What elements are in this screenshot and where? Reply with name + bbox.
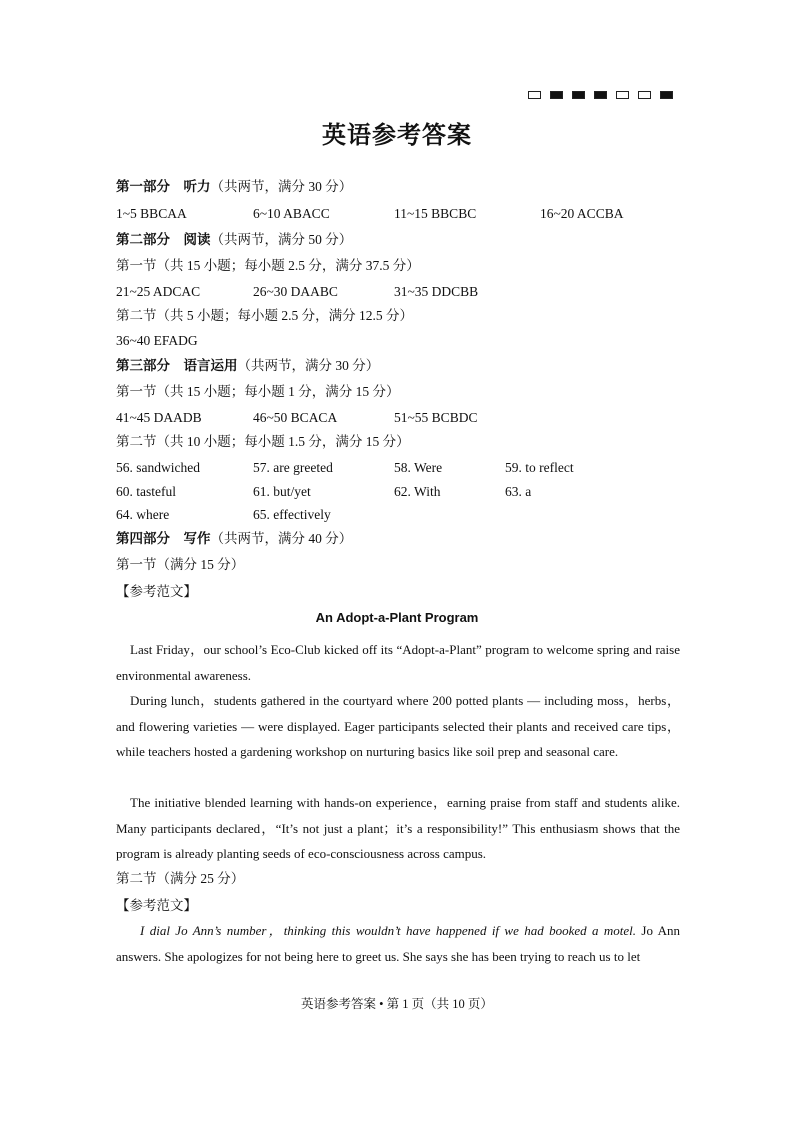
answer-group: 41~45 DAADB [116,410,202,425]
answer-group: 1~5 BBCAA [116,206,187,221]
essay-title: An Adopt-a-Plant Program [315,610,479,625]
part3-heading: 第三部分 语言运用（共两节，满分 30 分） [116,358,380,373]
story-paragraph [116,918,680,969]
answer-group: 36~40 EFADG [116,333,198,348]
part4-section2: 第二节（满分 25 分） [116,871,245,886]
filled-mark [594,91,607,99]
page-footer: 英语参考答案 • 第 1 页（共 10 页） [301,997,493,1011]
empty-mark [638,91,651,99]
story-continuation: Jo Ann answers. She apologizes for not being here to greet us. She says she has been trying to reach us to let [116,923,681,964]
fill-answer: 58. Were [394,460,443,475]
sample-label: 【参考范文】 [116,584,197,599]
fill-answer: 57. are greeted [253,460,333,475]
fill-answer: 65. effectively [253,507,331,522]
part3-section1: 第一节（共 15 小题；每小题 1 分，满分 15 分） [116,384,400,399]
sample-label: 【参考范文】 [116,898,197,913]
answer-group: 26~30 DAABC [253,284,338,299]
answer-group: 21~25 ADCAC [116,284,201,299]
part1-heading: 第一部分 听力（共两节，满分 30 分） [116,179,353,194]
answer-group: 46~50 BCACA [253,410,338,425]
fill-answer: 59. to reflect [505,460,574,475]
fill-answer: 64. where [116,507,170,522]
essay-paragraph: Last Friday，our school’s Eco-Club kicked off its “Adopt-a-Plant” program to welcome spring and raise environmental awareness. [116,642,680,683]
essay-paragraph: During lunch，students gathered in the courtyard where 200 potted plants — including moss，herbs，and flowering varieties — were displayed. Eager participants selected their plants and received care tips，while teachers hosted a gardening workshop on nurturing basics like soil prep and seasonal care. [116,693,680,760]
part2-section1: 第一节（共 15 小题；每小题 2.5 分，满分 37.5 分） [116,258,420,273]
answer-group: 16~20 ACCBA [540,206,624,221]
part4-heading: 第四部分 写作（共两节，满分 40 分） [116,531,353,546]
answer-group: 6~10 ABACC [253,206,330,221]
filled-mark [660,91,673,99]
fill-answer: 60. tasteful [116,484,176,499]
fill-answer: 62. With [394,484,441,499]
part3-section2: 第二节（共 10 小题；每小题 1.5 分，满分 15 分） [116,434,410,449]
empty-mark [528,91,541,99]
answer-group: 51~55 BCBDC [394,410,478,425]
part4-section1: 第一节（满分 15 分） [116,557,245,572]
page-title: 英语参考答案 [322,123,472,149]
page-code-marks [528,91,673,99]
answer-group: 31~35 DDCBB [394,284,479,299]
part2-section2: 第二节（共 5 小题；每小题 2.5 分，满分 12.5 分） [116,308,413,323]
filled-mark [572,91,585,99]
essay-paragraph: The initiative blended learning with hands-on experience，earning praise from staff and students alike. Many participants declared，“It’s not just a plant；it’s a responsibility!” This enthusiasm shows that the program is already planting seeds of eco-consciousness across campus. [116,795,680,862]
empty-mark [616,91,629,99]
fill-answer: 56. sandwiched [116,460,200,475]
answer-group: 11~15 BBCBC [394,206,477,221]
story-opening-sentence: I dial Jo Ann’s number，thinking this wouldn’t have happened if we had booked a motel. [140,923,637,938]
part2-heading: 第二部分 阅读（共两节，满分 50 分） [116,232,353,247]
fill-answer: 63. a [505,484,532,499]
fill-answer: 61. but/yet [253,484,311,499]
filled-mark [550,91,563,99]
